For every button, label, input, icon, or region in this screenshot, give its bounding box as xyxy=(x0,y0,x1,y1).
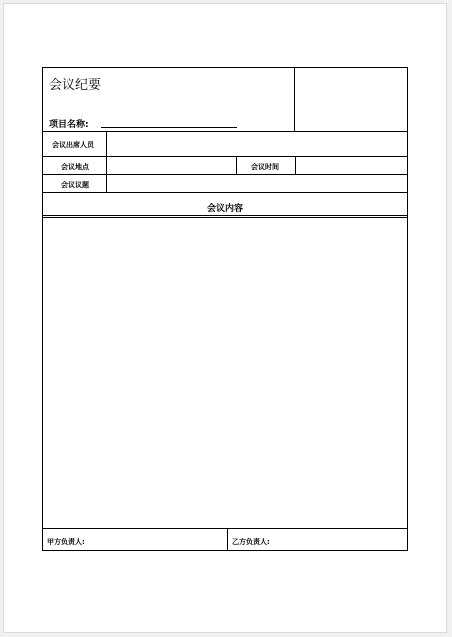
rule-5 xyxy=(43,215,407,216)
col-divider-1 xyxy=(106,131,107,156)
time-field[interactable] xyxy=(298,158,404,172)
project-name-field[interactable] xyxy=(101,115,237,127)
col-divider-5 xyxy=(106,174,107,192)
content-section-header: 会议内容 xyxy=(206,204,243,214)
document-page xyxy=(3,3,447,633)
topic-label: 会议议题 xyxy=(61,181,89,189)
project-name-label: 项目名称: xyxy=(49,120,89,130)
col-divider-2 xyxy=(106,156,107,174)
attendees-label: 会议出席人员 xyxy=(52,141,94,149)
party-b-signature-field[interactable] xyxy=(279,531,404,547)
content-body-area[interactable] xyxy=(46,221,404,525)
rule-5b xyxy=(43,217,407,218)
attendees-field[interactable] xyxy=(109,134,404,154)
location-field[interactable] xyxy=(109,158,233,172)
rule-3 xyxy=(43,174,407,175)
document-title: 会议纪要 xyxy=(49,78,102,93)
meeting-minutes-form xyxy=(42,67,408,551)
rule-4 xyxy=(43,192,407,193)
rule-6 xyxy=(43,528,407,529)
project-name-underline xyxy=(101,127,237,128)
col-divider-3 xyxy=(236,156,237,174)
party-a-signature-label: 甲方负责人: xyxy=(47,538,85,546)
time-label: 会议时间 xyxy=(251,163,279,171)
col-divider-6 xyxy=(227,528,228,550)
col-divider-4 xyxy=(295,156,296,174)
location-label: 会议地点 xyxy=(61,163,89,171)
party-a-signature-field[interactable] xyxy=(93,531,223,547)
topic-field[interactable] xyxy=(109,176,404,190)
rule-2 xyxy=(43,156,407,157)
party-b-signature-label: 乙方负责人: xyxy=(232,538,270,546)
header-divider xyxy=(294,68,295,131)
rule-1 xyxy=(43,131,407,132)
